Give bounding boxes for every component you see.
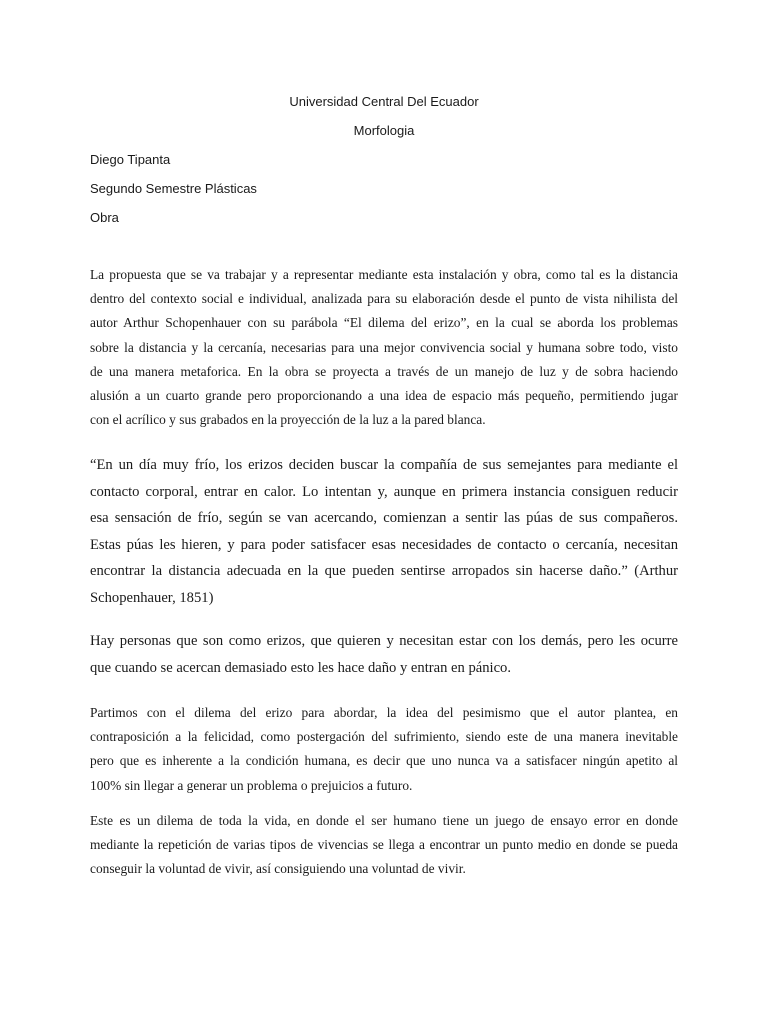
text-line: Schopenhauer, 1851) [90,589,214,606]
text-line: La propuesta que se va trabajar y a representar mediante esta instalación y obra, como tal es la distancia [90,267,678,282]
text-line: con el acrílico y sus grabados en la proyección de la luz a la pared blanca. [90,412,486,428]
paragraph-dilemma [90,809,678,882]
paragraph-people [90,628,678,681]
text-line: dentro del contexto social e individual, analizada para su elaboración desde el punto de vista nihilista del [90,291,678,307]
text-line: esa sensación de frío, según se van acercando, comienzan a sentir las púas de sus compañeros. [90,510,678,526]
university-title: Universidad Central Del Ecuador [289,94,479,109]
text-line: mediante la repetición de varias tipos de vivencias se llega a encontrar un punto medio en donde se pueda [90,837,678,853]
text-line: 100% sin llegar a generar un problema o prejuicios a futuro. [90,777,413,793]
text-line: Estas púas les hieren, y para poder satisfacer esas necesidades de contacto o cercanía, necesitan [90,536,678,553]
paragraph-pessimism [90,701,678,798]
paragraph-intro [90,263,678,432]
semester-label: Segundo Semestre Plásticas [90,181,257,196]
work-label: Obra [90,210,119,225]
text-line: Partimos con el dilema del erizo para abordar, la idea del pesimismo que el autor plantea, en [90,705,678,720]
text-line: que cuando se acercan demasiado esto les hace daño y entran en pánico. [90,659,512,676]
paragraph-quote [90,452,678,611]
text-line: sobre la distancia y la cercanía, necesarias para una mejor convivencia social y humana sobre todo, visto [90,339,678,355]
text-line: pero que es inherente a la condición humana, es decir que uno nunca va a satisfacer ningún apetito al [90,753,678,769]
text-line: Este es un dilema de toda la vida, en donde el ser humano tiene un juego de ensayo error en donde [90,813,678,828]
text-line: Hay personas que son como erizos, que quieren y necesitan estar con los demás, pero les ocurre [90,633,678,649]
text-line: “En un día muy frío, los erizos deciden buscar la compañía de sus semejantes para mediante el [90,457,678,473]
text-line: alusión a un cuarto grande pero proporcionando a una idea de espacio más pequeño, permitiendo jugar [90,388,678,404]
text-line: autor Arthur Schopenhauer con su parábola “El dilema del erizo”, en la cual se aborda los problemas [90,315,678,331]
subject-title: Morfologia [353,123,415,138]
text-line: conseguir la voluntad de vivir, así consiguiendo una voluntad de vivir. [90,861,466,877]
text-line: contacto corporal, entrar en calor. Lo intentan y, aunque en primera instancia consiguen reducir [90,483,678,500]
text-line: de una manera metaforica. En la obra se proyecta a través de un manejo de luz y de sobra haciendo [90,363,678,379]
text-line: contraposición a la felicidad, como postergación del sufrimiento, siendo este de una manera inevitable [90,729,678,745]
author-name: Diego Tipanta [90,152,171,167]
text-line: encontrar la distancia adecuada en la que pueden sentirse arropados sin hacerse daño.” (Arthur [90,563,678,579]
